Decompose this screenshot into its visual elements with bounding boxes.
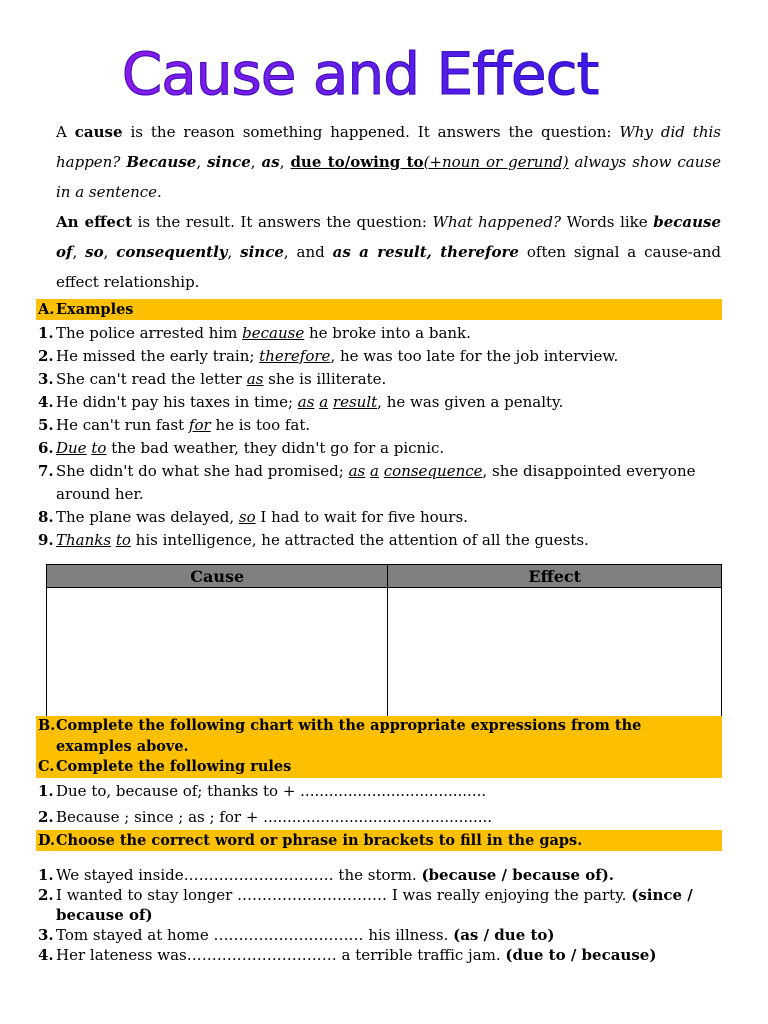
list-item: 1. The police arrested him because he broke into a bank. (38, 324, 471, 342)
section-c-instruction: C. Complete the following rules (38, 758, 292, 775)
section-b-c-header (36, 716, 722, 778)
cause-answer-cell[interactable] (47, 588, 388, 719)
cause-column-header: Cause (47, 565, 388, 588)
cause-effect-chart (46, 564, 722, 719)
list-item: 4. Her lateness was………………………… a terrible traffic jam. (due to / because) (38, 946, 657, 964)
effect-term: An effect (56, 213, 133, 231)
effect-definition: An effect is the result. It answers the question: What happened? Words like because of, so, consequently, since, and as a result, therefore often signal a cause-and effect relationship. (56, 213, 722, 291)
intro-text (56, 117, 721, 297)
list-item: 9. Thanks to his intelligence, he attracted the attention of all the guests. (38, 531, 589, 549)
gap-fill-list (38, 865, 728, 965)
list-item: 2. I wanted to stay longer ………………………… I was really enjoying the party. (since / because of) (38, 886, 693, 924)
section-a-header: A. Examples (36, 299, 722, 320)
page-title: Cause and Effect (0, 34, 720, 114)
cause-term: cause (74, 123, 123, 141)
section-b-instruction: B. Complete the following chart with the appropriate expressions from the examples above. (38, 717, 642, 755)
list-item: 7. She didn't do what she had promised; as a consequence, she disappointed everyone around her. (38, 462, 696, 503)
list-item: 1. Due to, because of; thanks to + ....................................... (38, 782, 487, 800)
cause-definition: A cause is the reason something happened. It answers the question: Why did this happen? Because, since, as, due to/owing to(+noun or gerund) always show cause in a sentence. (56, 123, 721, 201)
list-item: 3. Tom stayed at home ………………………… his illness. (as / due to) (38, 926, 555, 944)
list-item: 6. Due to the bad weather, they didn't go for a picnic. (38, 439, 445, 457)
effect-column-header: Effect (388, 565, 722, 588)
list-item: 3. She can't read the letter as she is illiterate. (38, 370, 387, 388)
rules-list (38, 778, 728, 830)
list-item: 8. The plane was delayed, so I had to wait for five hours. (38, 508, 468, 526)
examples-list (38, 322, 728, 552)
list-item: 1. We stayed inside………………………… the storm. (because / because of). (38, 866, 615, 884)
effect-answer-cell[interactable] (388, 588, 722, 719)
list-item: 2. Because ; since ; as ; for + ................................................ (38, 808, 493, 826)
list-item: 2. He missed the early train; therefore, he was too late for the job interview. (38, 347, 619, 365)
list-item: 4. He didn't pay his taxes in time; as a result, he was given a penalty. (38, 393, 564, 411)
list-item: 5. He can't run fast for he is too fat. (38, 416, 311, 434)
section-d-header: D. Choose the correct word or phrase in brackets to fill in the gaps. (36, 830, 722, 851)
